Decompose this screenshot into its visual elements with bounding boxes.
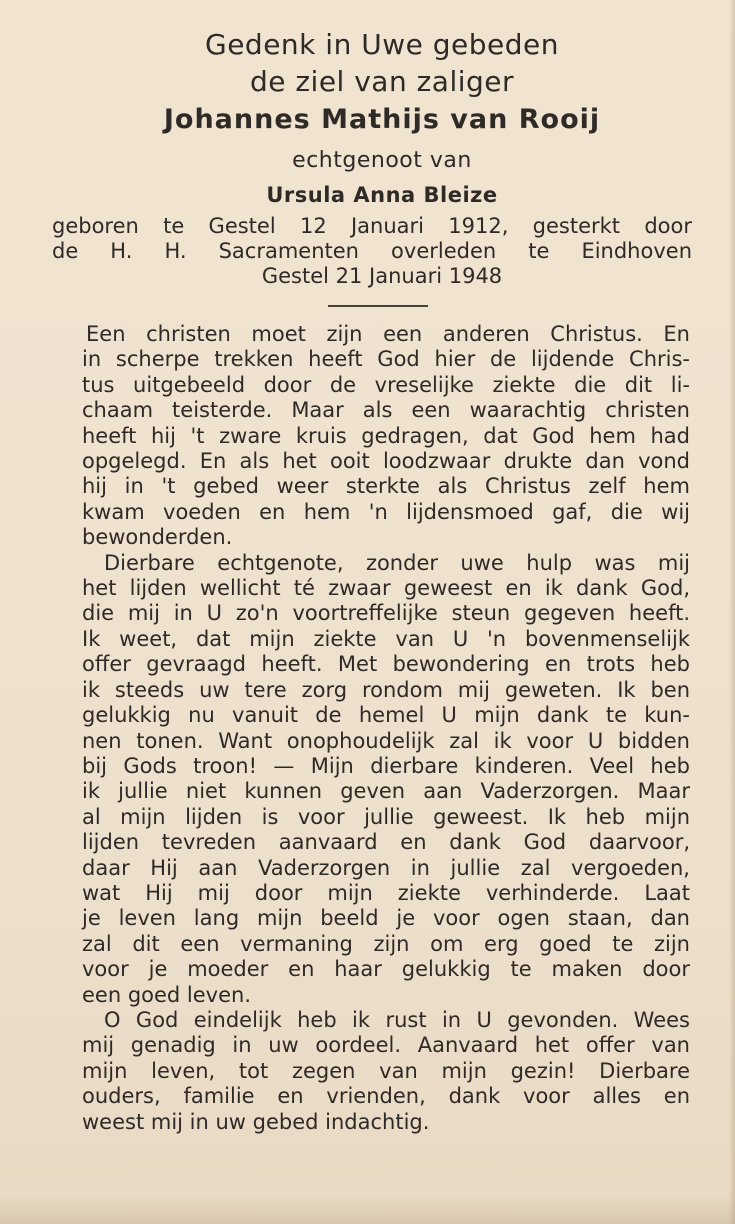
text-line: een goed leven. <box>82 982 252 1007</box>
text-line: daar Hij aan Vaderzorgen in jullie zal vergoeden, <box>82 855 690 880</box>
text-line: offer gevraagd heeft. Met bewondering en trots heb <box>82 652 690 677</box>
text-line: ik jullie niet kunnen geven aan Vaderzorgen. Maar <box>82 779 690 804</box>
text-line: al mijn lijden is voor jullie geweest. Ik heb mijn <box>82 804 690 829</box>
memorial-text <box>82 322 690 1135</box>
text-line: in scherpe trekken heeft God hier de lijdende Chris- <box>82 347 690 372</box>
text-line: Ik weet, dat mijn ziekte van U 'n bovenmenselijk <box>82 626 690 651</box>
text-line: weest mij in uw gebed indachtig. <box>82 1109 430 1134</box>
life-dates <box>52 214 692 289</box>
paragraph-1 <box>82 322 690 551</box>
card-header <box>52 26 692 212</box>
spouse-name: Ursula Anna Bleize <box>266 183 498 207</box>
text-line: ouders, familie en vrienden, dank voor alles en <box>82 1084 690 1109</box>
dates-line-1: geboren te Gestel 12 Januari 1912, gesterkt door <box>52 214 692 238</box>
text-line: opgelegd. En als het ooit loodzwaar drukte dan vond <box>82 449 690 474</box>
text-line: hij in 't gebed weer sterkte als Christus zelf hem <box>82 474 690 499</box>
text-line: mijn leven, tot zegen van mijn gezin! Dierbare <box>82 1058 690 1083</box>
text-line: wat Hij mij door mijn ziekte verhinderde. Laat <box>82 880 690 905</box>
text-line: O God eindelijk heb ik rust in U gevonden. Wees <box>104 1007 690 1032</box>
text-line: lijden tevreden aanvaard en dank God daarvoor, <box>82 830 690 855</box>
dates-line-3: Gestel 21 Januari 1948 <box>261 264 503 288</box>
text-line: die mij in U zo'n voortreffelijke steun gegeven heeft. <box>82 601 690 626</box>
divider-rule <box>328 305 428 307</box>
text-line: bij Gods troon! — Mijn dierbare kinderen. Veel heb <box>82 753 690 778</box>
text-line: het lijden wellicht té zwaar geweest en ik dank God, <box>82 576 690 601</box>
text-line: Dierbare echtgenote, zonder uwe hulp was mij <box>104 550 690 575</box>
paragraph-3 <box>82 1008 690 1135</box>
text-line: nen tonen. Want onophoudelijk zal ik voor U bidden <box>82 728 690 753</box>
text-line: heeft hij 't zware kruis gedragen, dat God hem had <box>82 423 690 448</box>
text-line: ik steeds uw tere zorg rondom mij geweten. Ik ben <box>82 677 690 702</box>
text-line: chaam teisterde. Maar als een waarachtig christen <box>82 398 690 423</box>
paper-bottom-wear <box>0 1196 735 1224</box>
text-line: tus uitgebeeld door de vreselijke ziekte die dit li- <box>82 372 690 397</box>
invocation-line-1: Gedenk in Uwe gebeden <box>205 28 559 61</box>
text-line: mij genadig in uw oordeel. Aanvaard het offer van <box>82 1033 690 1058</box>
text-line: bewonderden. <box>82 525 233 550</box>
invocation-line-2: de ziel van zaliger <box>249 65 515 98</box>
text-line: zal dit een vermaning zijn om erg goed te zijn <box>82 931 690 956</box>
text-line: je leven lang mijn beeld je voor ogen staan, dan <box>82 906 690 931</box>
text-line: kwam voeden en hem 'n lijdensmoed gaf, die wij <box>82 499 690 524</box>
spouse-label: echtgenoot van <box>292 148 472 173</box>
text-line: voor je moeder en haar gelukkig te maken door <box>82 957 690 982</box>
text-line: Een christen moet zijn een anderen Christus. En <box>86 322 690 346</box>
text-line: gelukkig nu vanuit de hemel U mijn dank te kun- <box>82 703 690 728</box>
paper-edge-shadow <box>729 0 735 1224</box>
paragraph-2 <box>82 551 690 1008</box>
deceased-name: Johannes Mathijs van Rooij <box>163 104 601 135</box>
dates-line-2: de H. H. Sacramenten overleden te Eindhoven <box>52 239 692 263</box>
